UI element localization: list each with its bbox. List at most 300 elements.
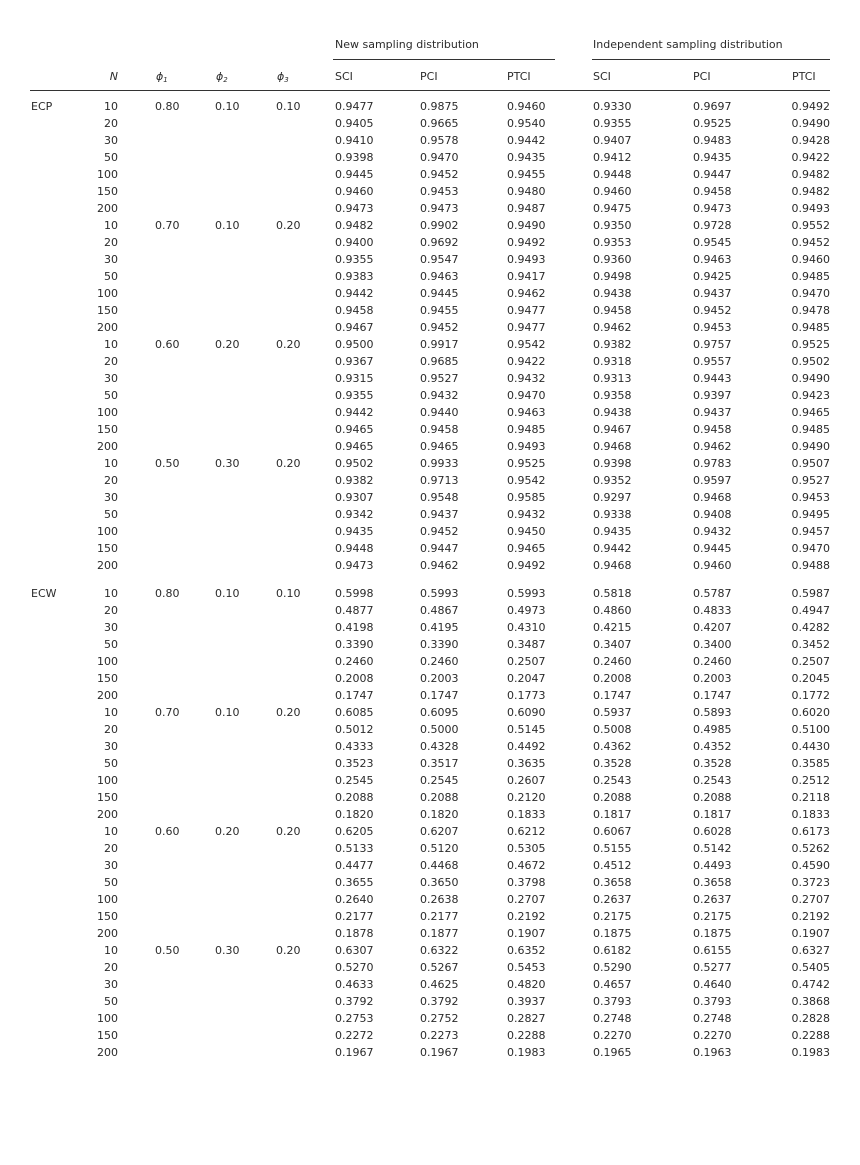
cell-ind-ptci: 0.9502 bbox=[791, 355, 830, 368]
cell-ind-ptci: 0.1833 bbox=[791, 808, 830, 821]
cell-ind-sci: 0.9318 bbox=[593, 355, 632, 368]
cell-ind-sci: 0.9352 bbox=[593, 474, 632, 487]
cell-new-sci: 0.9355 bbox=[335, 389, 374, 402]
cell-new-pci: 0.9578 bbox=[420, 134, 459, 147]
cell-new-pci: 0.9452 bbox=[420, 168, 459, 181]
cell-phi2: 0.10 bbox=[215, 219, 240, 232]
cell-n: 10 bbox=[104, 457, 118, 470]
cell-new-ptci: 0.2607 bbox=[507, 774, 546, 787]
cell-new-pci: 0.9463 bbox=[420, 270, 459, 283]
cell-ind-pci: 0.9757 bbox=[693, 338, 732, 351]
cell-ind-ptci: 0.3585 bbox=[791, 757, 830, 770]
cell-new-sci: 0.6085 bbox=[335, 706, 374, 719]
group-header-independent: Independent sampling distribution bbox=[593, 38, 783, 51]
cell-ind-sci: 0.9407 bbox=[593, 134, 632, 147]
cell-new-pci: 0.2177 bbox=[420, 910, 459, 923]
cell-ind-pci: 0.9728 bbox=[693, 219, 732, 232]
cell-new-pci: 0.9452 bbox=[420, 525, 459, 538]
cell-ind-sci: 0.9412 bbox=[593, 151, 632, 164]
cell-phi1: 0.60 bbox=[155, 825, 180, 838]
cell-n: 20 bbox=[104, 723, 118, 736]
cell-new-ptci: 0.9435 bbox=[507, 151, 546, 164]
cell-n: 30 bbox=[104, 621, 118, 634]
cell-new-pci: 0.9455 bbox=[420, 304, 459, 317]
cell-ind-pci: 0.1747 bbox=[693, 689, 732, 702]
cell-n: 50 bbox=[104, 638, 118, 651]
cell-ind-ptci: 0.4282 bbox=[791, 621, 830, 634]
cell-ind-pci: 0.3400 bbox=[693, 638, 732, 651]
cell-ind-ptci: 0.4590 bbox=[791, 859, 830, 872]
cell-new-sci: 0.9405 bbox=[335, 117, 374, 130]
cell-new-pci: 0.2545 bbox=[420, 774, 459, 787]
cell-ind-ptci: 0.3723 bbox=[791, 876, 830, 889]
cell-ind-ptci: 0.9507 bbox=[791, 457, 830, 470]
cell-ind-pci: 0.1875 bbox=[693, 927, 732, 940]
cell-new-ptci: 0.3798 bbox=[507, 876, 546, 889]
cell-n: 150 bbox=[97, 542, 118, 555]
cell-n: 10 bbox=[104, 706, 118, 719]
cell-phi3: 0.20 bbox=[276, 706, 301, 719]
col-header-phi1: $\phi_1$ bbox=[156, 70, 168, 84]
cell-ind-pci: 0.9462 bbox=[693, 440, 732, 453]
cell-new-pci: 0.9473 bbox=[420, 202, 459, 215]
cell-ind-ptci: 0.9482 bbox=[791, 168, 830, 181]
cell-ind-pci: 0.2003 bbox=[693, 672, 732, 685]
cell-new-pci: 0.9547 bbox=[420, 253, 459, 266]
cell-ind-ptci: 0.6020 bbox=[791, 706, 830, 719]
cell-new-pci: 0.2752 bbox=[420, 1012, 459, 1025]
cell-ind-ptci: 0.9495 bbox=[791, 508, 830, 521]
cell-n: 100 bbox=[97, 406, 118, 419]
cell-n: 100 bbox=[97, 287, 118, 300]
cell-ind-sci: 0.9338 bbox=[593, 508, 632, 521]
cell-new-pci: 0.2460 bbox=[420, 655, 459, 668]
cell-new-pci: 0.9933 bbox=[420, 457, 459, 470]
cell-ind-sci: 0.4657 bbox=[593, 978, 632, 991]
cell-ind-sci: 0.9468 bbox=[593, 440, 632, 453]
cell-ind-sci: 0.9313 bbox=[593, 372, 632, 385]
cell-ind-ptci: 0.9428 bbox=[791, 134, 830, 147]
cell-new-ptci: 0.1773 bbox=[507, 689, 546, 702]
cell-ind-sci: 0.1875 bbox=[593, 927, 632, 940]
cell-ind-sci: 0.2637 bbox=[593, 893, 632, 906]
cell-new-sci: 0.9500 bbox=[335, 338, 374, 351]
cell-n: 100 bbox=[97, 774, 118, 787]
cell-ind-pci: 0.9463 bbox=[693, 253, 732, 266]
cell-new-ptci: 0.9492 bbox=[507, 559, 546, 572]
cell-new-pci: 0.2088 bbox=[420, 791, 459, 804]
cell-n: 200 bbox=[97, 321, 118, 334]
cell-ind-sci: 0.4215 bbox=[593, 621, 632, 634]
cell-new-pci: 0.9917 bbox=[420, 338, 459, 351]
cell-n: 100 bbox=[97, 655, 118, 668]
cell-ind-sci: 0.5290 bbox=[593, 961, 632, 974]
cell-ind-ptci: 0.2118 bbox=[791, 791, 830, 804]
group-rule-new bbox=[333, 59, 555, 60]
cell-new-ptci: 0.9422 bbox=[507, 355, 546, 368]
cell-new-sci: 0.9465 bbox=[335, 423, 374, 436]
cell-ind-sci: 0.9398 bbox=[593, 457, 632, 470]
cell-ind-sci: 0.9460 bbox=[593, 185, 632, 198]
cell-n: 150 bbox=[97, 910, 118, 923]
cell-ind-ptci: 0.4947 bbox=[791, 604, 830, 617]
cell-new-sci: 0.1820 bbox=[335, 808, 374, 821]
cell-new-pci: 0.5120 bbox=[420, 842, 459, 855]
cell-new-ptci: 0.9542 bbox=[507, 338, 546, 351]
cell-ind-ptci: 0.9465 bbox=[791, 406, 830, 419]
cell-ind-sci: 0.5008 bbox=[593, 723, 632, 736]
cell-new-pci: 0.9453 bbox=[420, 185, 459, 198]
cell-n: 50 bbox=[104, 151, 118, 164]
cell-new-ptci: 0.9462 bbox=[507, 287, 546, 300]
cell-n: 30 bbox=[104, 491, 118, 504]
cell-new-pci: 0.6095 bbox=[420, 706, 459, 719]
cell-new-pci: 0.6207 bbox=[420, 825, 459, 838]
cell-ind-pci: 0.9447 bbox=[693, 168, 732, 181]
cell-ind-ptci: 0.9552 bbox=[791, 219, 830, 232]
cell-new-pci: 0.2273 bbox=[420, 1029, 459, 1042]
cell-new-ptci: 0.3635 bbox=[507, 757, 546, 770]
cell-ind-pci: 0.9397 bbox=[693, 389, 732, 402]
cell-new-ptci: 0.9432 bbox=[507, 508, 546, 521]
cell-new-sci: 0.9460 bbox=[335, 185, 374, 198]
cell-ind-pci: 0.9458 bbox=[693, 423, 732, 436]
cell-ind-sci: 0.9358 bbox=[593, 389, 632, 402]
cell-ind-sci: 0.5155 bbox=[593, 842, 632, 855]
cell-phi1: 0.80 bbox=[155, 587, 180, 600]
cell-new-ptci: 0.4820 bbox=[507, 978, 546, 991]
cell-ind-pci: 0.2088 bbox=[693, 791, 732, 804]
cell-new-pci: 0.3650 bbox=[420, 876, 459, 889]
cell-ind-ptci: 0.2045 bbox=[791, 672, 830, 685]
cell-ind-ptci: 0.5987 bbox=[791, 587, 830, 600]
cell-ind-sci: 0.2008 bbox=[593, 672, 632, 685]
cell-ind-pci: 0.9557 bbox=[693, 355, 732, 368]
cell-new-ptci: 0.9477 bbox=[507, 304, 546, 317]
cell-phi3: 0.10 bbox=[276, 587, 301, 600]
cell-ind-pci: 0.9473 bbox=[693, 202, 732, 215]
cell-new-sci: 0.5133 bbox=[335, 842, 374, 855]
cell-n: 200 bbox=[97, 927, 118, 940]
cell-n: 20 bbox=[104, 474, 118, 487]
cell-ind-ptci: 0.2507 bbox=[791, 655, 830, 668]
cell-n: 50 bbox=[104, 876, 118, 889]
cell-ind-ptci: 0.6173 bbox=[791, 825, 830, 838]
cell-ind-sci: 0.9435 bbox=[593, 525, 632, 538]
cell-ind-sci: 0.9297 bbox=[593, 491, 632, 504]
cell-new-pci: 0.1820 bbox=[420, 808, 459, 821]
cell-ind-pci: 0.4352 bbox=[693, 740, 732, 753]
cell-phi3: 0.20 bbox=[276, 457, 301, 470]
cell-new-ptci: 0.9470 bbox=[507, 389, 546, 402]
cell-new-pci: 0.4867 bbox=[420, 604, 459, 617]
cell-ind-ptci: 0.1772 bbox=[791, 689, 830, 702]
cell-ind-ptci: 0.5405 bbox=[791, 961, 830, 974]
cell-ind-pci: 0.5142 bbox=[693, 842, 732, 855]
cell-new-sci: 0.6307 bbox=[335, 944, 374, 957]
cell-ind-sci: 0.9468 bbox=[593, 559, 632, 572]
cell-new-sci: 0.9473 bbox=[335, 559, 374, 572]
cell-ind-pci: 0.6028 bbox=[693, 825, 732, 838]
cell-new-ptci: 0.4672 bbox=[507, 859, 546, 872]
cell-n: 200 bbox=[97, 808, 118, 821]
cell-ind-pci: 0.5893 bbox=[693, 706, 732, 719]
cell-new-ptci: 0.2288 bbox=[507, 1029, 546, 1042]
cell-ind-sci: 0.9498 bbox=[593, 270, 632, 283]
cell-new-ptci: 0.5305 bbox=[507, 842, 546, 855]
cell-n: 150 bbox=[97, 672, 118, 685]
cell-n: 200 bbox=[97, 202, 118, 215]
cell-ind-pci: 0.9697 bbox=[693, 100, 732, 113]
cell-new-pci: 0.1747 bbox=[420, 689, 459, 702]
cell-n: 100 bbox=[97, 168, 118, 181]
cell-new-sci: 0.9448 bbox=[335, 542, 374, 555]
cell-new-ptci: 0.3937 bbox=[507, 995, 546, 1008]
cell-ind-sci: 0.9448 bbox=[593, 168, 632, 181]
col-header-n: N bbox=[109, 70, 118, 83]
cell-ind-ptci: 0.9470 bbox=[791, 287, 830, 300]
cell-n: 200 bbox=[97, 559, 118, 572]
cell-n: 150 bbox=[97, 1029, 118, 1042]
cell-ind-pci: 0.4493 bbox=[693, 859, 732, 872]
cell-n: 30 bbox=[104, 859, 118, 872]
cell-n: 20 bbox=[104, 355, 118, 368]
cell-ind-pci: 0.9460 bbox=[693, 559, 732, 572]
cell-new-sci: 0.4877 bbox=[335, 604, 374, 617]
cell-ind-ptci: 0.2828 bbox=[791, 1012, 830, 1025]
cell-new-pci: 0.9713 bbox=[420, 474, 459, 487]
cell-ind-pci: 0.4640 bbox=[693, 978, 732, 991]
cell-ind-pci: 0.1963 bbox=[693, 1046, 732, 1059]
cell-ind-sci: 0.9355 bbox=[593, 117, 632, 130]
col-header-phi2: $\phi_2$ bbox=[216, 70, 228, 84]
cell-ind-sci: 0.3528 bbox=[593, 757, 632, 770]
cell-ind-ptci: 0.9492 bbox=[791, 100, 830, 113]
cell-new-sci: 0.9458 bbox=[335, 304, 374, 317]
cell-new-ptci: 0.9477 bbox=[507, 321, 546, 334]
cell-new-sci: 0.9482 bbox=[335, 219, 374, 232]
cell-new-sci: 0.3792 bbox=[335, 995, 374, 1008]
cell-new-sci: 0.9382 bbox=[335, 474, 374, 487]
cell-n: 10 bbox=[104, 100, 118, 113]
section-label: ECW bbox=[31, 587, 57, 600]
cell-new-ptci: 0.9450 bbox=[507, 525, 546, 538]
cell-new-sci: 0.9435 bbox=[335, 525, 374, 538]
cell-ind-pci: 0.6155 bbox=[693, 944, 732, 957]
cell-n: 10 bbox=[104, 219, 118, 232]
cell-phi2: 0.30 bbox=[215, 457, 240, 470]
cell-new-ptci: 0.2120 bbox=[507, 791, 546, 804]
cell-new-pci: 0.9452 bbox=[420, 321, 459, 334]
cell-new-pci: 0.4195 bbox=[420, 621, 459, 634]
col-header-ind-ptci: PTCI bbox=[792, 70, 816, 83]
cell-phi3: 0.10 bbox=[276, 100, 301, 113]
cell-ind-sci: 0.9353 bbox=[593, 236, 632, 249]
cell-ind-pci: 0.3658 bbox=[693, 876, 732, 889]
cell-n: 150 bbox=[97, 791, 118, 804]
cell-ind-ptci: 0.9452 bbox=[791, 236, 830, 249]
cell-new-sci: 0.5270 bbox=[335, 961, 374, 974]
cell-ind-pci: 0.9437 bbox=[693, 406, 732, 419]
cell-phi1: 0.80 bbox=[155, 100, 180, 113]
cell-n: 20 bbox=[104, 961, 118, 974]
cell-new-pci: 0.3517 bbox=[420, 757, 459, 770]
cell-new-pci: 0.2003 bbox=[420, 672, 459, 685]
cell-ind-ptci: 0.2707 bbox=[791, 893, 830, 906]
col-header-ind-sci: SCI bbox=[593, 70, 611, 83]
cell-new-ptci: 0.9493 bbox=[507, 253, 546, 266]
cell-ind-sci: 0.3793 bbox=[593, 995, 632, 1008]
cell-new-ptci: 0.9525 bbox=[507, 457, 546, 470]
cell-ind-sci: 0.6182 bbox=[593, 944, 632, 957]
cell-new-ptci: 0.5993 bbox=[507, 587, 546, 600]
cell-new-ptci: 0.9492 bbox=[507, 236, 546, 249]
cell-phi1: 0.60 bbox=[155, 338, 180, 351]
cell-new-sci: 0.3523 bbox=[335, 757, 374, 770]
cell-new-pci: 0.9902 bbox=[420, 219, 459, 232]
cell-ind-sci: 0.9382 bbox=[593, 338, 632, 351]
cell-ind-ptci: 0.2512 bbox=[791, 774, 830, 787]
cell-ind-ptci: 0.1983 bbox=[791, 1046, 830, 1059]
cell-new-sci: 0.1878 bbox=[335, 927, 374, 940]
cell-n: 100 bbox=[97, 525, 118, 538]
col-header-new-pci: PCI bbox=[420, 70, 438, 83]
cell-ind-sci: 0.9462 bbox=[593, 321, 632, 334]
cell-ind-ptci: 0.5262 bbox=[791, 842, 830, 855]
cell-new-ptci: 0.6090 bbox=[507, 706, 546, 719]
cell-n: 100 bbox=[97, 893, 118, 906]
cell-ind-sci: 0.1817 bbox=[593, 808, 632, 821]
cell-phi2: 0.10 bbox=[215, 587, 240, 600]
cell-new-pci: 0.3390 bbox=[420, 638, 459, 651]
cell-ind-pci: 0.9597 bbox=[693, 474, 732, 487]
cell-new-ptci: 0.9463 bbox=[507, 406, 546, 419]
cell-new-pci: 0.4468 bbox=[420, 859, 459, 872]
cell-ind-ptci: 0.2288 bbox=[791, 1029, 830, 1042]
cell-new-sci: 0.3655 bbox=[335, 876, 374, 889]
cell-ind-ptci: 0.4742 bbox=[791, 978, 830, 991]
cell-new-ptci: 0.9460 bbox=[507, 100, 546, 113]
cell-new-ptci: 0.4310 bbox=[507, 621, 546, 634]
cell-phi1: 0.70 bbox=[155, 706, 180, 719]
cell-new-ptci: 0.2707 bbox=[507, 893, 546, 906]
cell-ind-sci: 0.6067 bbox=[593, 825, 632, 838]
cell-new-pci: 0.5000 bbox=[420, 723, 459, 736]
cell-new-pci: 0.9685 bbox=[420, 355, 459, 368]
cell-phi1: 0.70 bbox=[155, 219, 180, 232]
cell-new-ptci: 0.9542 bbox=[507, 474, 546, 487]
cell-ind-sci: 0.9442 bbox=[593, 542, 632, 555]
cell-ind-pci: 0.2460 bbox=[693, 655, 732, 668]
cell-new-ptci: 0.2192 bbox=[507, 910, 546, 923]
cell-ind-pci: 0.9525 bbox=[693, 117, 732, 130]
cell-ind-sci: 0.9467 bbox=[593, 423, 632, 436]
cell-ind-pci: 0.2543 bbox=[693, 774, 732, 787]
cell-ind-pci: 0.9458 bbox=[693, 185, 732, 198]
cell-new-ptci: 0.9493 bbox=[507, 440, 546, 453]
cell-new-ptci: 0.9490 bbox=[507, 219, 546, 232]
col-header-phi3: $\phi_3$ bbox=[277, 70, 289, 84]
cell-n: 50 bbox=[104, 389, 118, 402]
cell-ind-pci: 0.9443 bbox=[693, 372, 732, 385]
cell-n: 200 bbox=[97, 1046, 118, 1059]
cell-ind-ptci: 0.9482 bbox=[791, 185, 830, 198]
cell-n: 30 bbox=[104, 372, 118, 385]
cell-phi2: 0.20 bbox=[215, 825, 240, 838]
cell-ind-pci: 0.2637 bbox=[693, 893, 732, 906]
cell-new-sci: 0.9383 bbox=[335, 270, 374, 283]
cell-ind-pci: 0.5787 bbox=[693, 587, 732, 600]
cell-new-sci: 0.2008 bbox=[335, 672, 374, 685]
cell-ind-ptci: 0.9470 bbox=[791, 542, 830, 555]
cell-new-pci: 0.9548 bbox=[420, 491, 459, 504]
cell-new-pci: 0.1967 bbox=[420, 1046, 459, 1059]
cell-new-sci: 0.9467 bbox=[335, 321, 374, 334]
cell-ind-ptci: 0.1907 bbox=[791, 927, 830, 940]
cell-new-ptci: 0.9455 bbox=[507, 168, 546, 181]
cell-new-sci: 0.2640 bbox=[335, 893, 374, 906]
cell-new-pci: 0.9432 bbox=[420, 389, 459, 402]
cell-phi3: 0.20 bbox=[276, 219, 301, 232]
cell-ind-pci: 0.9445 bbox=[693, 542, 732, 555]
cell-new-pci: 0.3792 bbox=[420, 995, 459, 1008]
cell-ind-sci: 0.2460 bbox=[593, 655, 632, 668]
cell-new-sci: 0.3390 bbox=[335, 638, 374, 651]
cell-ind-pci: 0.9453 bbox=[693, 321, 732, 334]
cell-n: 20 bbox=[104, 842, 118, 855]
section-label: ECP bbox=[31, 100, 53, 113]
cell-ind-pci: 0.4833 bbox=[693, 604, 732, 617]
cell-new-ptci: 0.2047 bbox=[507, 672, 546, 685]
cell-ind-ptci: 0.9485 bbox=[791, 270, 830, 283]
cell-new-sci: 0.2460 bbox=[335, 655, 374, 668]
cell-new-ptci: 0.9417 bbox=[507, 270, 546, 283]
cell-new-ptci: 0.5453 bbox=[507, 961, 546, 974]
cell-n: 150 bbox=[97, 185, 118, 198]
cell-n: 20 bbox=[104, 604, 118, 617]
cell-n: 50 bbox=[104, 508, 118, 521]
cell-ind-pci: 0.9483 bbox=[693, 134, 732, 147]
cell-phi2: 0.10 bbox=[215, 100, 240, 113]
cell-ind-sci: 0.5937 bbox=[593, 706, 632, 719]
cell-n: 10 bbox=[104, 944, 118, 957]
cell-n: 30 bbox=[104, 253, 118, 266]
cell-n: 200 bbox=[97, 440, 118, 453]
cell-ind-pci: 0.3528 bbox=[693, 757, 732, 770]
cell-new-ptci: 0.1907 bbox=[507, 927, 546, 940]
cell-new-ptci: 0.2507 bbox=[507, 655, 546, 668]
cell-new-sci: 0.9400 bbox=[335, 236, 374, 249]
cell-ind-pci: 0.2175 bbox=[693, 910, 732, 923]
cell-new-sci: 0.2088 bbox=[335, 791, 374, 804]
cell-ind-pci: 0.4207 bbox=[693, 621, 732, 634]
cell-new-pci: 0.9875 bbox=[420, 100, 459, 113]
cell-ind-sci: 0.1965 bbox=[593, 1046, 632, 1059]
cell-new-sci: 0.2177 bbox=[335, 910, 374, 923]
col-header-new-ptci: PTCI bbox=[507, 70, 531, 83]
cell-new-sci: 0.6205 bbox=[335, 825, 374, 838]
cell-new-pci: 0.1877 bbox=[420, 927, 459, 940]
cell-ind-pci: 0.9432 bbox=[693, 525, 732, 538]
cell-n: 30 bbox=[104, 978, 118, 991]
cell-ind-pci: 0.9425 bbox=[693, 270, 732, 283]
cell-ind-ptci: 0.9457 bbox=[791, 525, 830, 538]
cell-phi3: 0.20 bbox=[276, 825, 301, 838]
cell-ind-sci: 0.2543 bbox=[593, 774, 632, 787]
cell-ind-pci: 0.2270 bbox=[693, 1029, 732, 1042]
cell-ind-sci: 0.2270 bbox=[593, 1029, 632, 1042]
cell-ind-sci: 0.9360 bbox=[593, 253, 632, 266]
